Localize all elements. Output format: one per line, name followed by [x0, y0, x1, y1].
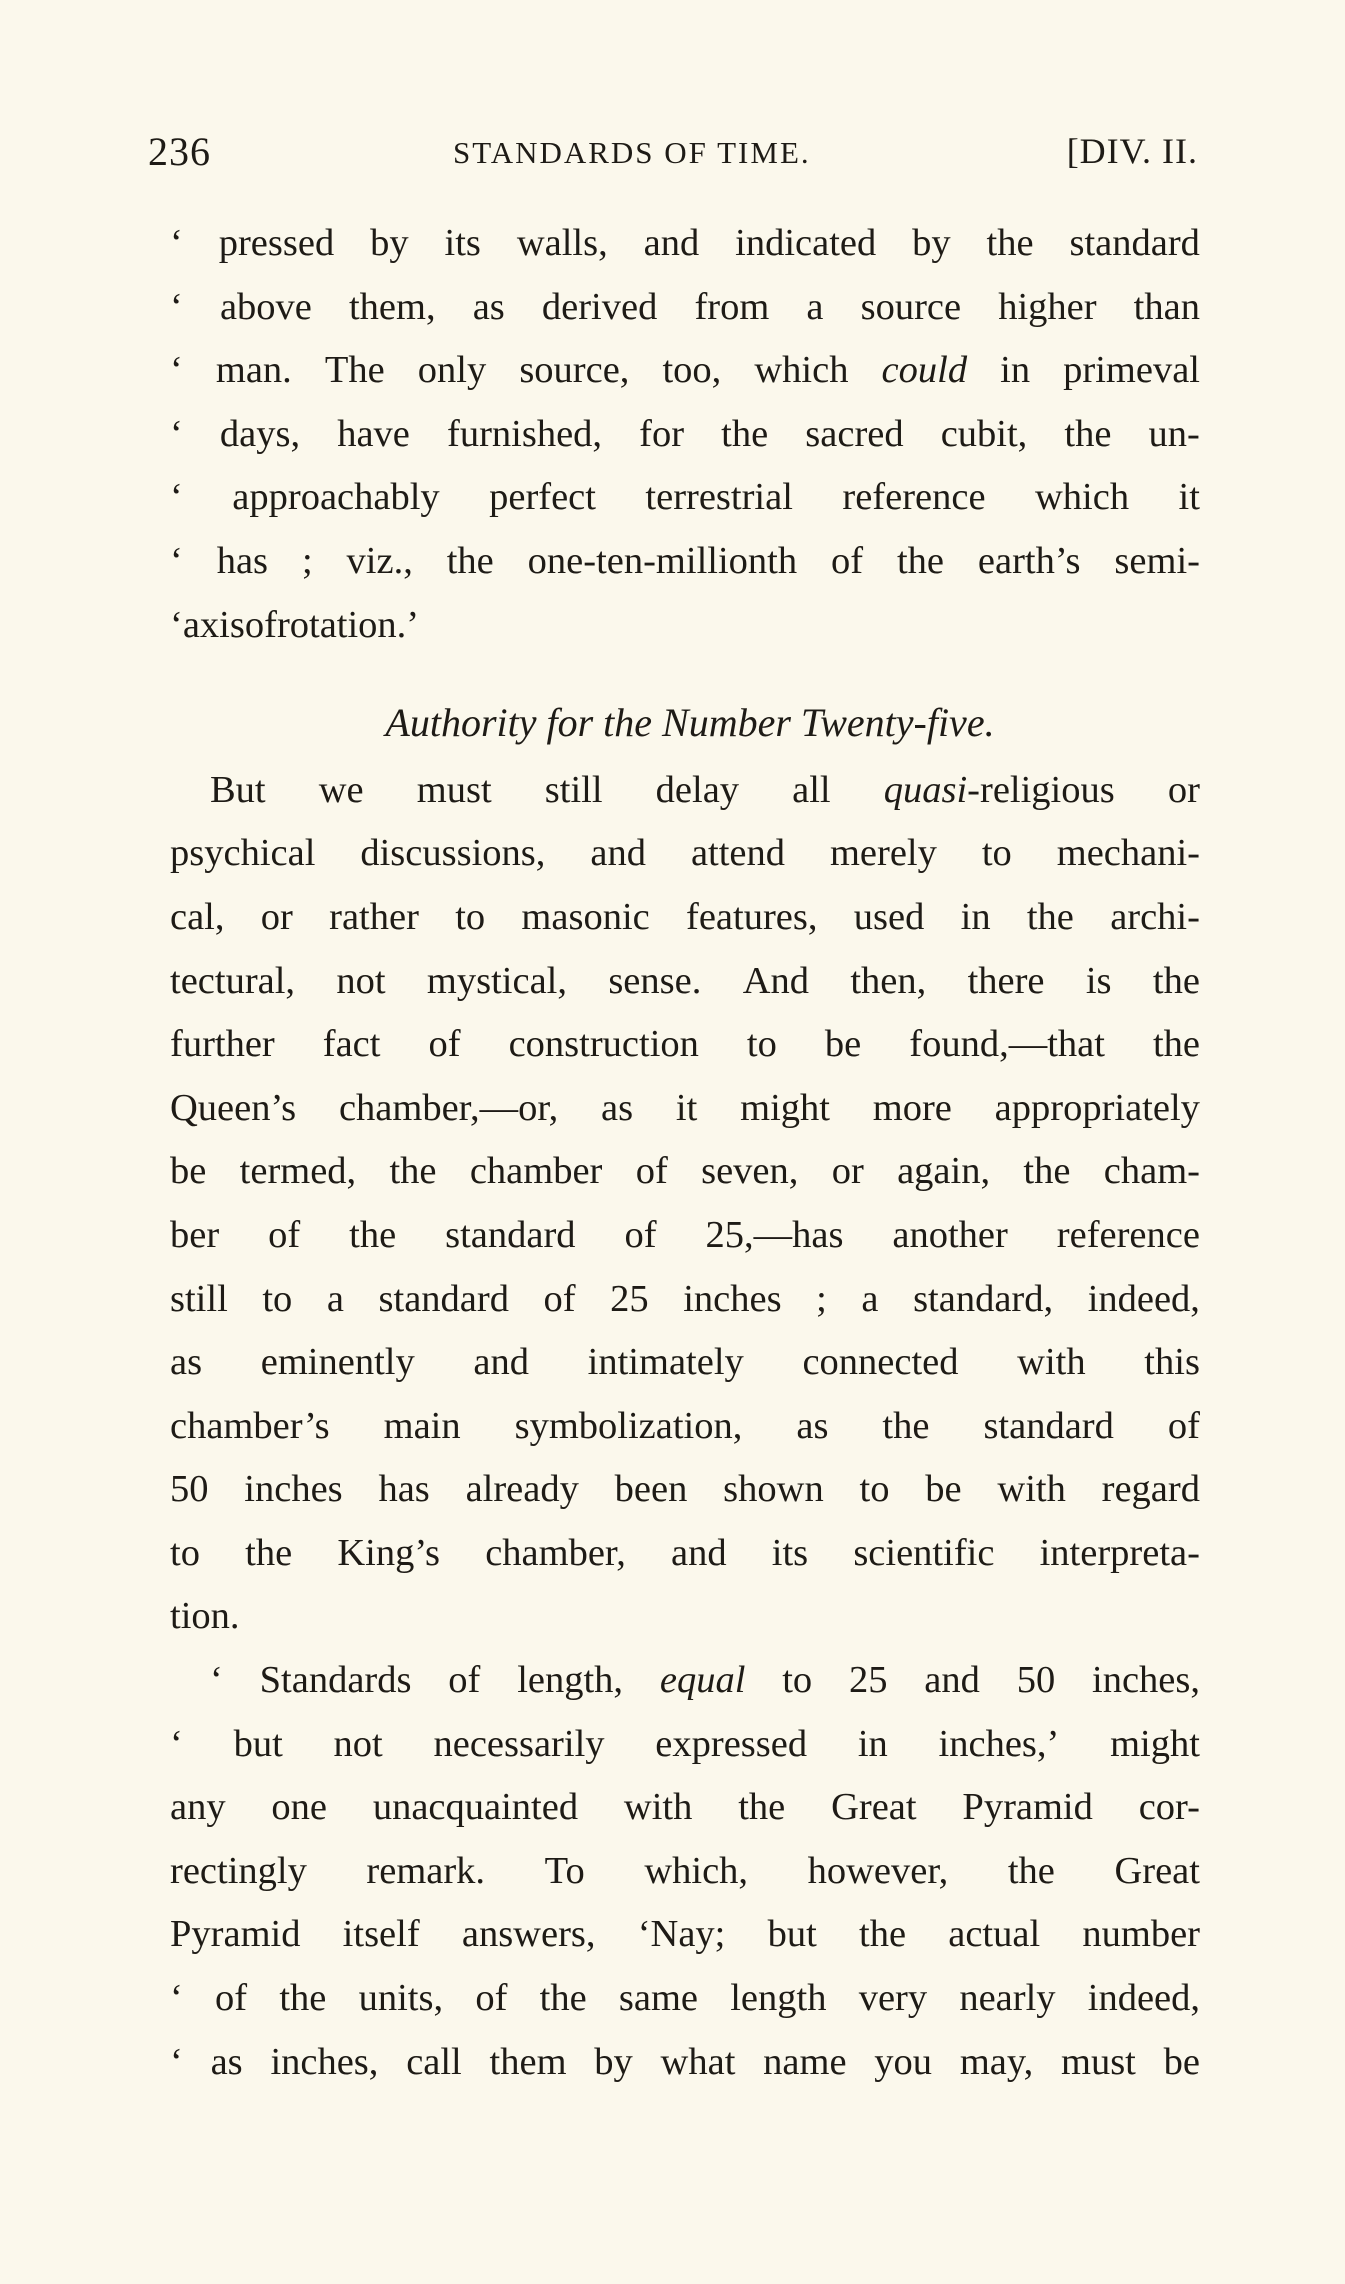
- page-number: 236: [148, 129, 211, 174]
- text-line: ‘ has ; viz., the one-ten-millionth of the earth’s semi-: [170, 539, 1200, 582]
- text-line: Pyramid itself answers, ‘Nay; but the actual number: [170, 1913, 1200, 1956]
- text-line: ‘ axis of rotation.’: [170, 603, 420, 646]
- text-line: psychical discussions, and attend merely to mechani-: [170, 832, 1200, 875]
- text-line: tectural, not mystical, sense. And then, there is the: [170, 959, 1200, 1002]
- text-line: Queen’s chamber,—or, as it might more appropriately: [170, 1086, 1200, 1129]
- division-label: [DIV. II.: [1066, 131, 1198, 171]
- text-line: ‘ above them, as derived from a source higher than: [170, 285, 1200, 328]
- text-line: tion.: [170, 1595, 240, 1638]
- paragraph: [170, 759, 1200, 1649]
- text-line: to the King’s chamber, and its scientific interpreta-: [170, 1531, 1200, 1574]
- text-line: be termed, the chamber of seven, or again, the cham-: [170, 1150, 1200, 1193]
- running-title: STANDARDS OF TIME.: [453, 135, 811, 170]
- text-line: any one unacquainted with the Great Pyramid cor-: [170, 1786, 1200, 1829]
- page-header: [148, 128, 1198, 188]
- text-line: still to a standard of 25 inches ; a standard, indeed,: [170, 1277, 1200, 1320]
- text-line: rectingly remark. To which, however, the Great: [170, 1849, 1200, 1892]
- text-line: But we must still delay all quasi-religious or: [210, 768, 1200, 811]
- quote-block: [170, 212, 1200, 657]
- text-line: ‘ pressed by its walls, and indicated by the standard: [170, 222, 1200, 264]
- text-line: ‘ man. The only source, too, which could in primeval: [170, 349, 1200, 392]
- text-line: 50 inches has already been shown to be with regard: [170, 1468, 1200, 1511]
- body-text: [170, 212, 1200, 2094]
- paragraph: [170, 1649, 1200, 2094]
- text-line: ‘ as inches, call them by what name you may, must be: [170, 2040, 1200, 2083]
- text-line: chamber’s main symbolization, as the standard of: [170, 1404, 1200, 1447]
- text-line: ‘ approachably perfect terrestrial reference which it: [170, 476, 1200, 519]
- text-line: ‘ but not necessarily expressed in inches,’ might: [170, 1722, 1200, 1765]
- text-line: ‘ days, have furnished, for the sacred cubit, the un-: [170, 412, 1200, 455]
- text-line: as eminently and intimately connected with this: [170, 1341, 1200, 1384]
- text-line: ‘ Standards of length, equal to 25 and 50 inches,: [210, 1659, 1200, 1702]
- text-line: ber of the standard of 25,—has another reference: [170, 1213, 1200, 1256]
- text-line: ‘ of the units, of the same length very nearly indeed,: [170, 1977, 1200, 2020]
- text-line: further fact of construction to be found,—that the: [170, 1023, 1200, 1066]
- section-heading: Authority for the Number Twenty-five.: [385, 700, 995, 746]
- text-line: cal, or rather to masonic features, used in the archi-: [170, 895, 1200, 938]
